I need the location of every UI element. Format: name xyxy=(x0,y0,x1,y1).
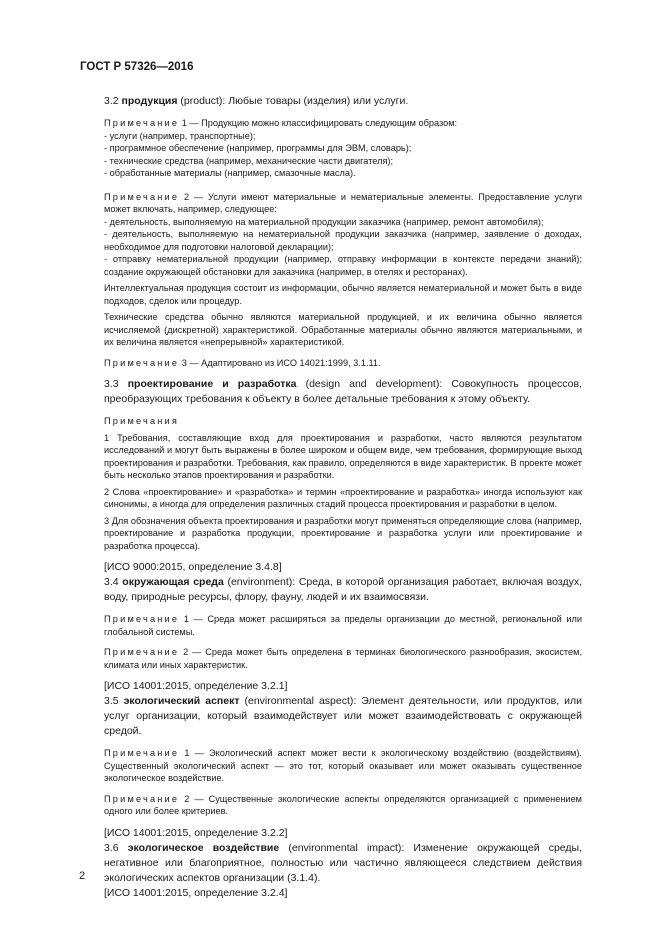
term-name: продукция xyxy=(121,95,178,107)
list-item: - программное обеспечение (например, программы для ЭВМ, словарь); xyxy=(104,143,412,153)
term-definition: (environmental impact): Изменение окружающей среды, негативное или благоприятное, полностью или частично являющееся следствием действия экологических аспектов организации (3.1.4). xyxy=(104,841,582,884)
note-3-2-2 xyxy=(104,191,582,279)
note-paragraph: Технические средства обычно являются материальной продукцией, и их величина обычно является исчисляемой (дискретной) характеристикой. Обработанные материалы обычно являются материальными, и их величина является «непрерывной» характеристикой. xyxy=(104,312,582,347)
term-3-5 xyxy=(104,694,582,739)
term-name: экологическое воздействие xyxy=(127,841,280,854)
source-reference: [ИСО 14001:2015, определение 3.2.4] xyxy=(104,886,288,899)
note-label: Примечание xyxy=(104,614,180,624)
list-item: - услуги (например, транспортные); xyxy=(104,130,256,141)
note-label: Примечания xyxy=(104,416,180,426)
notes-heading xyxy=(104,415,582,428)
note-label: Примечание xyxy=(104,357,180,368)
note-label: Примечание xyxy=(104,647,180,657)
list-item: - обработанные материалы (например, смазочные масла). xyxy=(104,168,356,178)
source-reference: [ИСО 14001:2015, определение 3.2.2] xyxy=(104,826,288,839)
term-number: 3.6 xyxy=(104,841,119,854)
note-3-3-3: 3 Для обозначения объекта проектирования и разработки могут применяться определяющие слова (например, проектирование и разработка продукции, проектирование и разработка услуги или проектирование и разработка процесса). xyxy=(104,515,582,551)
term-number: 3.2 xyxy=(104,95,119,107)
term-definition: (design and development): Совокупность процессов, преобразующих требования к объекту в более детальные требования к этому объекту. xyxy=(104,378,582,405)
term-3-2 xyxy=(104,94,582,109)
note-3-3-2: 2 Слова «проектирование» и «разработка» и термин «проектирование и разработка» иногда используют как синонимы, а иногда для определения различных стадий процесса проектирования и разработки в целом. xyxy=(104,486,582,509)
note-3-5-2 xyxy=(104,793,582,818)
document-header: ГОСТ Р 57326—2016 xyxy=(80,61,194,73)
term-name: окружающая среда xyxy=(122,576,224,588)
term-3-4 xyxy=(104,575,582,605)
term-number: 3.4 xyxy=(104,576,119,588)
term-definition: (product): Любые товары (изделия) или услуги. xyxy=(177,95,409,107)
list-item: - технические средства (например, механические части двигателя); xyxy=(104,155,394,166)
note-label: Примечание xyxy=(104,748,180,758)
note-3-2-3 xyxy=(104,357,582,370)
note-3-4-2 xyxy=(104,646,582,671)
source-reference: [ИСО 9000:2015, определение 3.4.8] xyxy=(104,561,282,573)
note-text: 1 — Продукцию можно классифицировать следующим образом: xyxy=(179,118,458,128)
note-text: 1 — Экологический аспект может вести к экологическому воздействию (воздействиям). Существенный экологический аспект — это тот, который оказывает или может оказывать существенное экологическое воздействие. xyxy=(104,748,582,783)
term-number: 3.3 xyxy=(104,378,119,390)
term-definition: (environmental aspect): Элемент деятельности, или продуктов, или услуг организации, который взаимодействует или может взаимодействовать с окружающей средой. xyxy=(104,695,582,737)
note-3-3-1: 1 Требования, составляющие вход для проектирования и разработки, часто являются результатом исследований и могут быть выражены в более широком и общем виде, чем требования, формирующие выход проектирования и разработки. Требования, как правило, определяются в виде характеристик. В проекте может быть несколько этапов проектирования и разработки. xyxy=(104,432,582,480)
term-name: экологический аспект xyxy=(123,695,240,707)
note-label: Примечание xyxy=(104,118,180,128)
term-3-3 xyxy=(104,377,582,407)
note-text: 3 — Адаптировано из ИСО 14021:1999, 3.1.11. xyxy=(179,357,381,368)
list-item: - деятельность, выполняемую на нематериальной продукции заказчика (например, заявление о доходах, необходимое для подготовки налоговой декларации); xyxy=(104,229,582,252)
term-number: 3.5 xyxy=(104,695,119,707)
note-3-5-1 xyxy=(104,747,582,785)
note-paragraph: Интеллектуальная продукция состоит из информации, обычно является нематериальной и может быть в виде подходов, сделок или процедур. xyxy=(104,283,582,306)
list-item: - деятельность, выполняемую на материальной продукции заказчика (например, ремонт автомобиля); xyxy=(104,216,544,227)
term-3-6 xyxy=(104,841,582,886)
list-item: - отправку нематериальной продукции (например, отправку информации в контексте передачи знаний); создание окружающей обстановки для заказчика (например, в отелях и ресторанах). xyxy=(104,254,582,277)
source-reference: [ИСО 14001:2015, определение 3.2.1] xyxy=(104,680,288,692)
note-3-4-1 xyxy=(104,613,582,638)
note-label: Примечание xyxy=(104,191,180,202)
document-body xyxy=(104,94,582,901)
term-name: проектирование и разработка xyxy=(127,378,297,390)
note-text: 1 — Среда может расширяться за пределы организации до местной, региональной или глобальной системы. xyxy=(104,614,582,637)
note-label: Примечание xyxy=(104,793,180,804)
note-text: 2 — Среда может быть определена в терминах биологического разнообразия, экосистем, климата или иных характеристик. xyxy=(104,647,582,670)
note-3-2-1 xyxy=(104,117,582,180)
note-text: 2 — Существенные экологические аспекты определяются организацией с применением одного или более критериев. xyxy=(104,793,582,816)
note-text: 2 — Услуги имеют материальные и нематериальные элементы. Предоставление услуги может включать, например, следующее: xyxy=(104,191,582,214)
page-number: 2 xyxy=(79,870,86,882)
term-definition: (environment): Среда, в которой организация работает, включая воздух, воду, природные ресурсы, флору, фауну, людей и их взаимосвязи. xyxy=(104,576,582,603)
